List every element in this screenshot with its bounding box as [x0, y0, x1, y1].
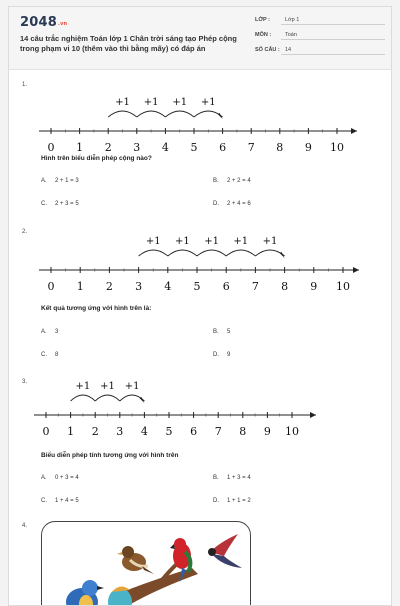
question-3-option-c[interactable]: C. 1 + 4 = 5 — [41, 498, 79, 504]
number-line-tick-label: 8 — [239, 425, 247, 438]
number-line-tick-label: 4 — [140, 425, 148, 438]
jump-arc — [71, 395, 96, 401]
question-2-option-d[interactable]: D. 9 — [213, 352, 231, 358]
number-line-tick-label: 5 — [190, 141, 198, 154]
number-line-tick-label: 4 — [161, 141, 169, 154]
jump-label: +1 — [204, 236, 219, 247]
number-line-tick-label: 4 — [164, 280, 172, 293]
jump-label: +1 — [145, 236, 161, 247]
number-line-arrowhead — [353, 267, 359, 273]
number-line-tick-label: 6 — [190, 425, 198, 438]
number-line-tick-label: 9 — [263, 425, 271, 438]
jump-label: +1 — [175, 236, 190, 247]
number-line-tick-label: 5 — [193, 280, 201, 293]
jump-label: +1 — [143, 97, 159, 108]
question-1-option-c[interactable]: C. 2 + 3 = 5 — [41, 201, 79, 207]
jump-arc — [108, 111, 137, 117]
question-3-number-line — [9, 381, 392, 447]
number-line-tick-label: 8 — [281, 280, 289, 293]
jump-arc — [139, 250, 168, 256]
question-1-number-line — [9, 89, 392, 154]
question-4-number: 4. — [22, 523, 28, 529]
number-line-tick-label: 6 — [219, 141, 227, 154]
document-title: 14 câu trắc nghiệm Toán lớp 1 Chân trời sáng tạo Phép cộng trong phạm vi 10 (thêm vào thì bằng mấy) có đáp án — [20, 34, 237, 53]
jump-label: +1 — [200, 97, 216, 108]
question-2-number: 2. — [22, 229, 28, 235]
question-3-number: 3. — [22, 379, 28, 385]
number-line-tick-label: 0 — [42, 425, 50, 438]
number-line-tick-label: 3 — [133, 141, 141, 154]
number-line-tick-label: 2 — [104, 141, 112, 154]
question-1-text: Hình trên biểu diễn phép cộng nào? — [41, 155, 152, 162]
jump-arc — [137, 111, 166, 117]
question-1-option-a[interactable]: A. 2 + 1 = 3 — [41, 178, 79, 184]
number-line-tick-label: 2 — [91, 425, 99, 438]
jump-label: +1 — [75, 381, 91, 392]
jump-label: +1 — [233, 236, 249, 247]
number-line-arrowhead — [351, 128, 357, 134]
question-2-option-b[interactable]: B. 5 — [213, 329, 231, 335]
jump-arc — [165, 111, 194, 117]
number-line-tick-label: 5 — [165, 425, 173, 438]
jump-label: +1 — [172, 97, 188, 108]
jump-arc — [168, 250, 197, 256]
question-3-option-b[interactable]: B. 1 + 3 = 4 — [213, 475, 251, 481]
number-line-tick-label: 10 — [330, 141, 344, 154]
question-2-option-a[interactable]: A. 3 — [41, 329, 59, 335]
number-line-tick-label: 6 — [222, 280, 230, 293]
number-line-tick-label: 7 — [214, 425, 222, 438]
question-1-option-b[interactable]: B. 2 + 2 = 4 — [213, 178, 251, 184]
question-3-text: Biểu diễn phép tính tương ứng với hình trên — [41, 452, 179, 459]
number-line-tick-label: 1 — [76, 141, 84, 154]
worksheet-header: 2048.vn 14 câu trắc nghiệm Toán lớp 1 Chân trời sáng tạo Phép cộng trong phạm vi 10 (thêm vào thì bằng mấy) có đáp án LỚP : Lớp 1 MÔN : Toán SỐ CÂU : 14 — [9, 7, 391, 70]
jump-arc — [226, 250, 255, 256]
number-line-tick-label: 9 — [310, 280, 318, 293]
site-logo[interactable]: 2048.vn — [20, 15, 68, 30]
number-line-tick-label: 7 — [251, 280, 259, 293]
worksheet-page — [8, 6, 392, 606]
number-line-tick-label: 9 — [304, 141, 312, 154]
number-line-tick-label: 7 — [247, 141, 255, 154]
number-line-tick-label: 0 — [47, 280, 55, 293]
jump-label: +1 — [262, 236, 278, 247]
question-4-birds-illustration — [41, 521, 251, 606]
jump-label: +1 — [115, 97, 130, 108]
number-line-tick-label: 3 — [135, 280, 143, 293]
question-1-option-d[interactable]: D. 2 + 4 = 6 — [213, 201, 251, 207]
question-2-option-c[interactable]: C. 8 — [41, 352, 59, 358]
number-line-tick-label: 0 — [47, 141, 55, 154]
jump-arc — [197, 250, 226, 256]
question-2-text: Kết quả tương ứng với hình trên là: — [41, 305, 152, 312]
number-line-tick-label: 2 — [105, 280, 113, 293]
birds-picture — [42, 522, 250, 606]
jump-label: +1 — [100, 381, 115, 392]
number-line-arrowhead — [310, 412, 316, 418]
number-line-tick-label: 10 — [285, 425, 299, 438]
question-1-number: 1. — [22, 82, 28, 88]
question-3-option-d[interactable]: D. 1 + 1 = 2 — [213, 498, 251, 504]
jump-label: +1 — [124, 381, 140, 392]
number-line-tick-label: 3 — [116, 425, 124, 438]
number-line-tick-label: 10 — [336, 280, 350, 293]
jump-arc — [95, 395, 120, 401]
number-line-tick-label: 1 — [76, 280, 84, 293]
number-line-tick-label: 8 — [276, 141, 284, 154]
question-3-option-a[interactable]: A. 0 + 3 = 4 — [41, 475, 79, 481]
question-2-number-line — [9, 233, 392, 295]
number-line-tick-label: 1 — [67, 425, 75, 438]
